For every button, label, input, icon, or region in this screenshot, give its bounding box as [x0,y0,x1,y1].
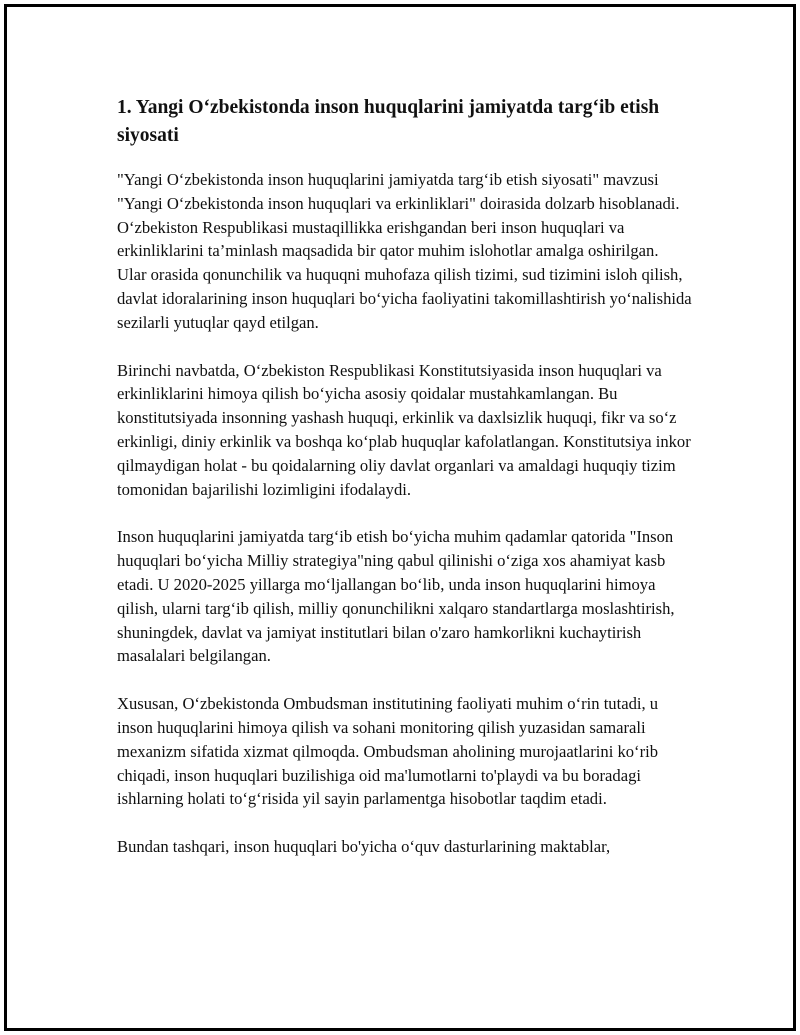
paragraph-3: Inson huquqlarini jamiyatda targ‘ib etish bo‘yicha muhim qadamlar qatorida "Inson huquqlari bo‘yicha Milliy strategiya"ning qabul qilinishi o‘ziga xos ahamiyat kasb etadi. U 2020-2025 yillarga mo‘ljallangan bo‘lib, unda inson huquqlarini himoya qilish, ularni targ‘ib qilish, milliy qonunchilikni xalqaro standartlarga moslashtirish, shuningdek, davlat va jamiyat institutlari bilan o'zaro hamkorlikni kuchaytirish masalalari belgilangan. [117,527,675,666]
paragraph-5: Bundan tashqari, inson huquqlari bo'yicha o‘quv dasturlarining maktablar, [117,837,611,857]
section-heading: 1. Yangi O‘zbekistonda inson huquqlarini jamiyatda targ‘ib etish siyosati [117,97,660,146]
document-body [117,94,692,883]
paragraph-4: Xususan, O‘zbekistonda Ombudsman institutining faoliyati muhim o‘rin tutadi, u inson huquqlarini himoya qilish va sohani monitoring qilish yuzasidan samarali mexanizm sifatida xizmat qilmoqda. Ombudsman aholining murojaatlarini ko‘rib chiqadi, inson huquqlari buzilishiga oid ma'lumotlarni to'playdi va bu boradagi ishlarning holati to‘g‘risida yil sayin parlamentga hisobotlar taqdim etadi. [117,694,659,809]
paragraph-2: Birinchi navbatda, O‘zbekiston Respublikasi Konstitutsiyasida inson huquqlari va erkinliklarini himoya qilish bo‘yicha asosiy qoidalar mustahkamlangan. Bu konstitutsiyada insonning yashash huquqi, erkinlik va daxlsizlik huquqi, fikr va so‘z erkinligi, diniy erkinlik va boshqa ko‘plab huquqlar kafolatlangan. Konstitutsiya inkor qilmaydigan holat - bu qoidalarning oliy davlat organlari va amaldagi huquqiy tizim tomonidan bajarilishi lozimligini ifodalaydi. [117,360,691,499]
paragraph-1: "Yangi O‘zbekistonda inson huquqlarini jamiyatda targ‘ib etish siyosati" mavzusi "Yangi O‘zbekistonda inson huquqlari va erkinliklari" doirasida dolzarb hisoblanadi. O‘zbekiston Respublikasi mustaqillikka erishgandan beri inson huquqlari va erkinliklarini ta’minlash maqsadida bir qator muhim islohotlar amalga oshirilgan. Ular orasida qonunchilik va huquqni muhofaza qilish tizimi, sud tizimini isloh qilish, davlat idoralarining inson huquqlari bo‘yicha faoliyatini takomillashtirish yo‘nalishida sezilarli yutuqlar qayd etilgan. [117,170,692,332]
